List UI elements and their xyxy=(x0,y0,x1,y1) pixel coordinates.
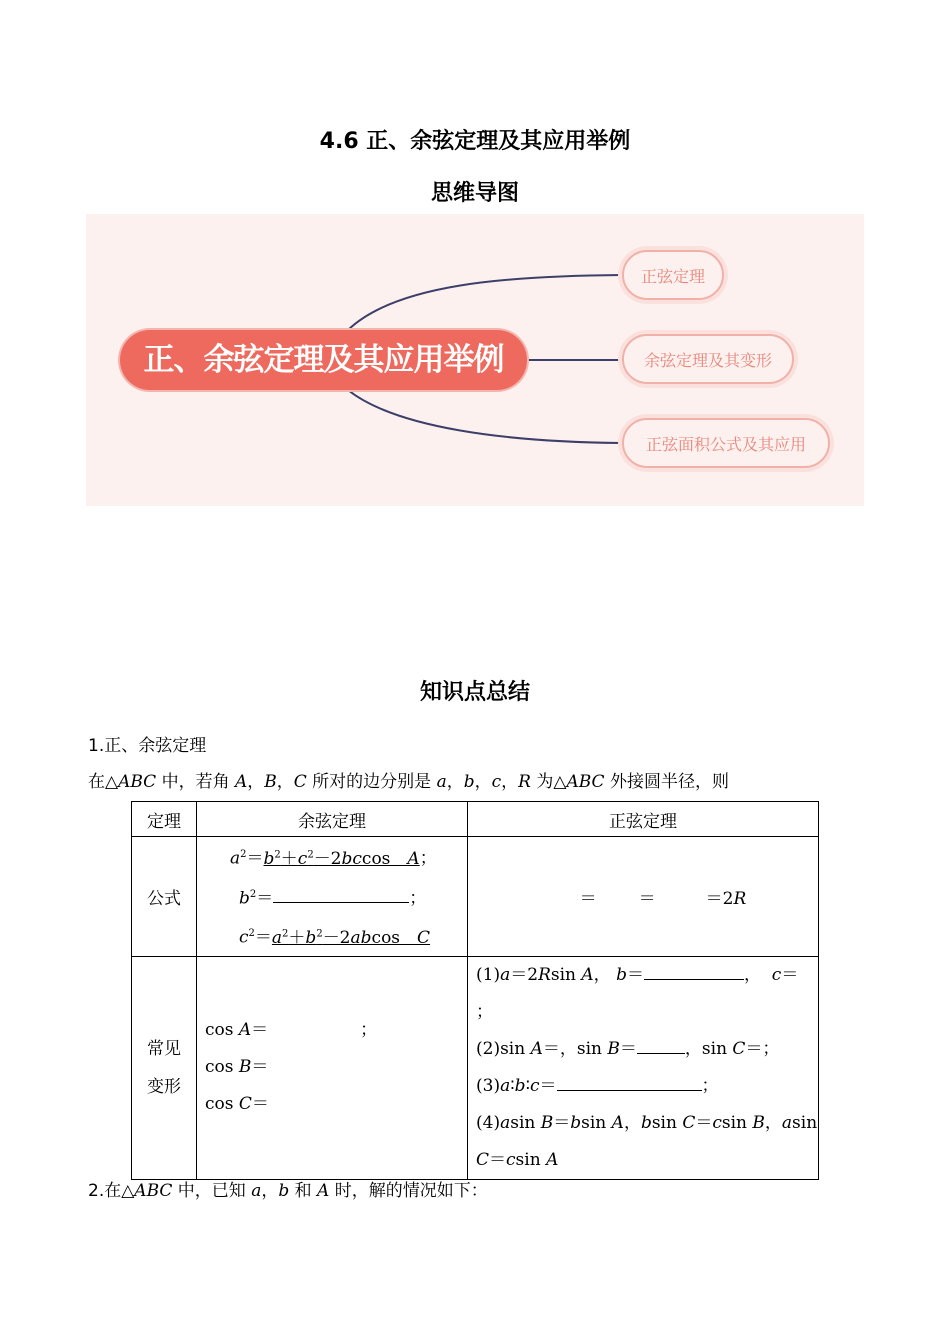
section-1-intro: 在△ABC 中，若角 A，B，C 所对的边分别是 a，b，c，R 为△ABC 外接圆半径，则 xyxy=(88,772,729,792)
header-cosine: 余弦定理 xyxy=(197,802,468,837)
blank-line xyxy=(644,963,744,980)
table-header-row xyxy=(132,802,819,837)
sine-variant-1-end: ； xyxy=(476,1001,493,1022)
sine-variant-4-end: C＝csin A xyxy=(476,1149,559,1170)
connector-to-branch-0 xyxy=(348,275,622,330)
cosine-formula-b: $b^2=$ ； xyxy=(239,888,427,909)
header-sine: 正弦定理 xyxy=(468,802,819,837)
blank-line xyxy=(557,1074,702,1091)
cosine-formula-c: $c^2=a^2+b^2-2abcos$ C xyxy=(239,927,431,948)
mindmap-heading: 思维导图 xyxy=(430,181,519,206)
cosine-formula-a: $a^2=b^2+c^2-2bccos$ A； xyxy=(230,848,437,869)
cosine-variants xyxy=(197,956,468,1179)
sine-variant-1: (1)a＝2Rsin A， b＝ ， c＝ xyxy=(476,964,799,985)
blank-line xyxy=(273,886,409,903)
header-theorem: 定理 xyxy=(132,802,197,837)
cosine-formulas xyxy=(197,837,468,957)
sine-variant-3: (3)a∶b∶c＝ ； xyxy=(476,1075,719,1096)
row-label-formula: 公式 xyxy=(132,837,197,957)
section-2-label: 2.在△ABC 中，已知 a，b 和 A 时，解的情况如下： xyxy=(88,1181,488,1201)
sine-formula: ＝ ＝ ＝2R xyxy=(468,837,819,957)
document-title: 4.6 正、余弦定理及其应用举例 xyxy=(319,129,631,154)
blank-line xyxy=(637,1037,685,1054)
sine-variant-2: (2)sin A＝，sin B＝ ，sin C＝； xyxy=(476,1038,780,1059)
mindmap-branch-sine-theorem: 正弦定理 xyxy=(622,250,724,300)
mindmap-branch-sine-area-formula: 正弦面积公式及其应用 xyxy=(622,418,830,468)
mindmap-branch-cosine-theorem: 余弦定理及其变形 xyxy=(622,334,794,384)
row-label-variants: 常见 变形 xyxy=(132,956,197,1179)
cosine-variant-b: cos B＝ xyxy=(205,1057,269,1078)
section-1-label: 1.正、余弦定理 xyxy=(88,736,207,756)
sine-variants xyxy=(468,956,819,1179)
cosine-variant-c: cos C＝ xyxy=(205,1094,269,1115)
cosine-variant-a: cos A＝ ； xyxy=(205,1020,378,1041)
table-row-formula xyxy=(132,837,819,957)
theorem-table xyxy=(131,801,819,1180)
mindmap-root-node: 正、余弦定理及其应用举例 xyxy=(120,330,527,390)
connector-to-branch-2 xyxy=(348,390,622,443)
summary-heading: 知识点总结 xyxy=(419,680,530,705)
mindmap-diagram xyxy=(86,214,864,506)
sine-variant-4: (4)asin B＝bsin A，bsin C＝csin B，asin xyxy=(476,1112,818,1133)
table-row-variants xyxy=(132,956,819,1179)
